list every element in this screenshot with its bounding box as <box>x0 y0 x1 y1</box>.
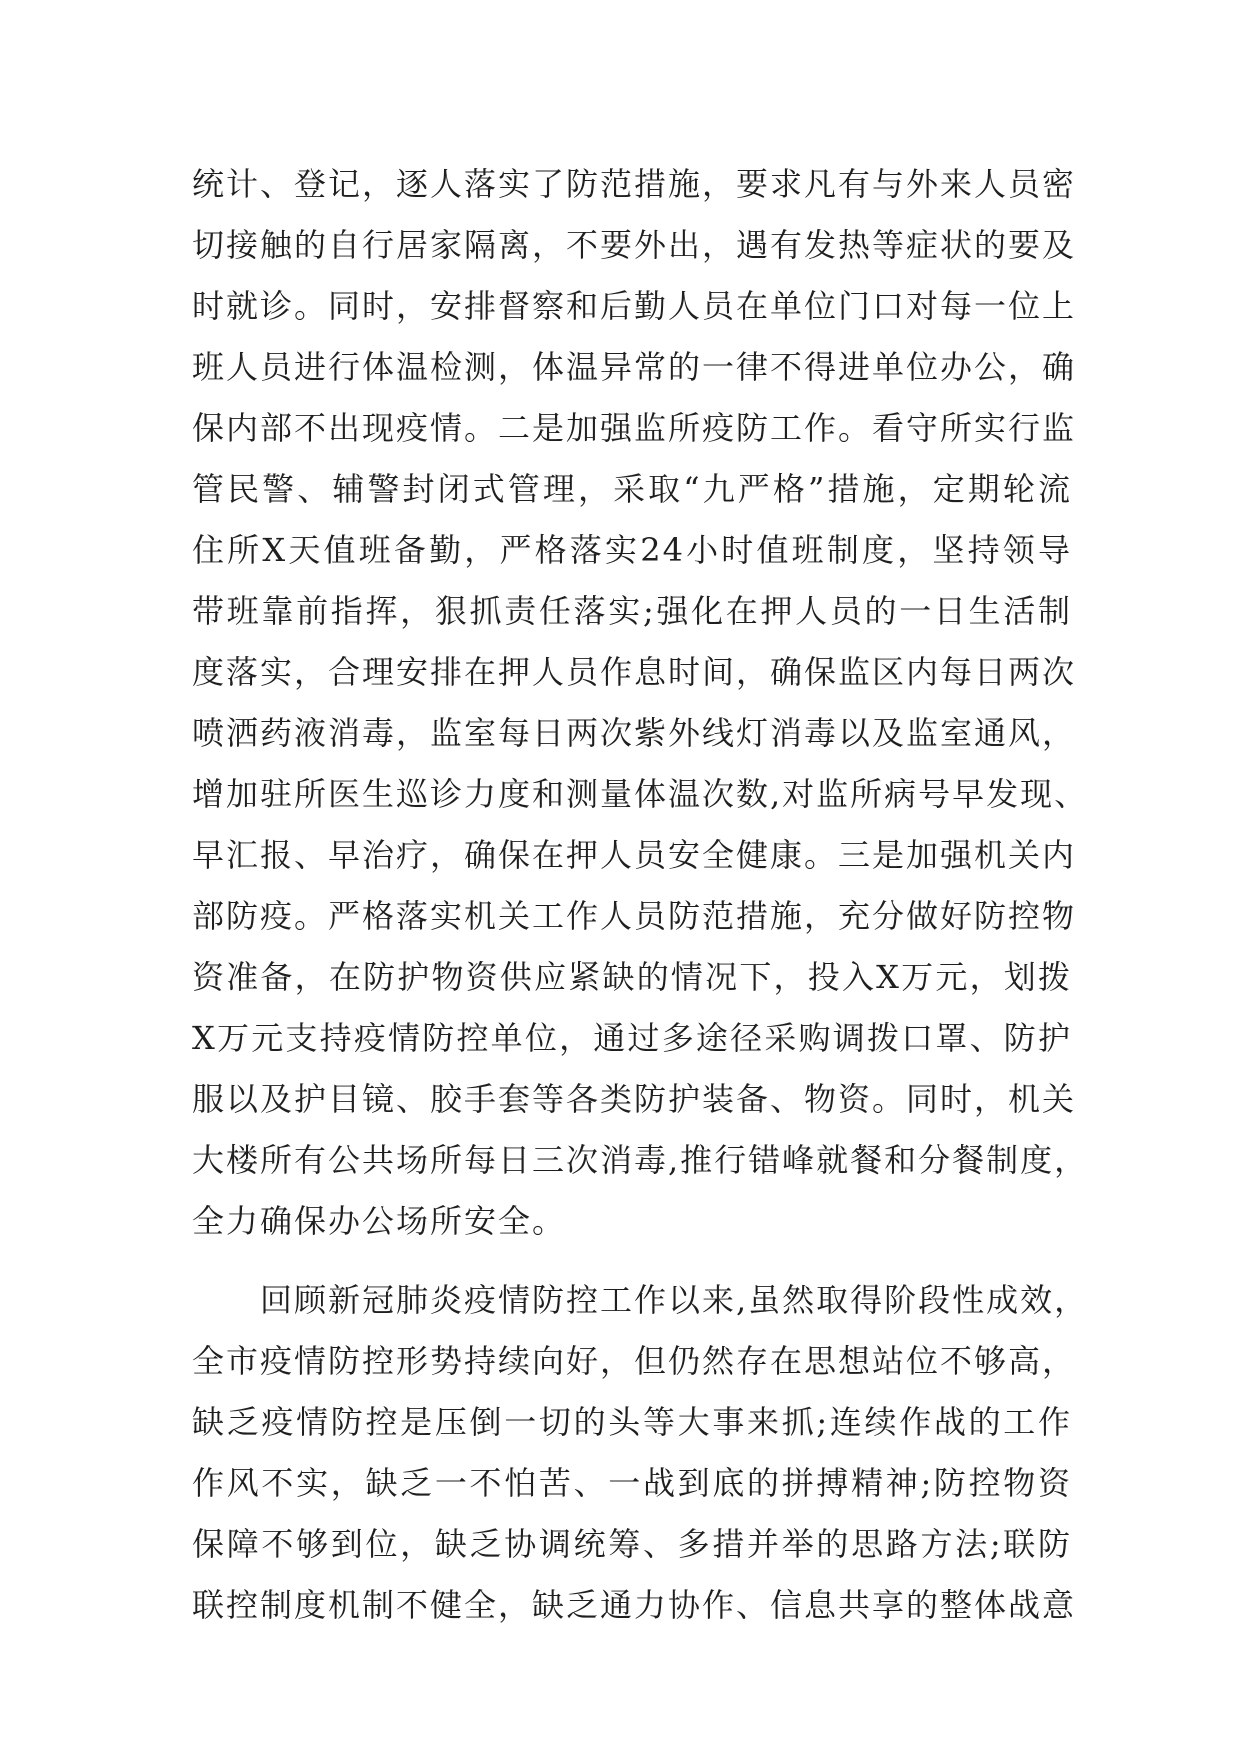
text-line: 回顾新冠肺炎疫情防控工作以来,虽然取得阶段性成效， <box>192 1281 1089 1319</box>
text-line: 大楼所有公共场所每日三次消毒,推行错峰就餐和分餐制度， <box>192 1141 1089 1179</box>
text-line: 全力确保办公场所安全。 <box>192 1202 567 1240</box>
text-line: 班人员进行体温检测，体温异常的一律不得进单位办公，确 <box>192 348 1077 386</box>
text-line: 部防疫。严格落实机关工作人员防范措施，充分做好防控物 <box>192 897 1077 935</box>
text-line: 缺乏疫情防控是压倒一切的头等大事来抓;连续作战的工作 <box>192 1403 1072 1441</box>
text-line: 管民警、辅警封闭式管理，采取“九严格”措施，定期轮流 <box>192 470 1072 508</box>
text-line: 度落实，合理安排在押人员作息时间，确保监区内每日两次 <box>192 653 1077 691</box>
text-line: 住所X天值班备勤，严格落实24小时值班制度，坚持领导 <box>192 531 1072 569</box>
text-line: 资准备，在防护物资供应紧缺的情况下，投入X万元，划拨 <box>192 958 1072 996</box>
text-line: 服以及护目镜、胶手套等各类防护装备、物资。同时，机关 <box>192 1080 1077 1118</box>
text-line: X万元支持疫情防控单位，通过多途径采购调拨口罩、防护 <box>192 1019 1072 1057</box>
paragraph-spacer <box>192 1262 1072 1280</box>
text-line: 切接触的自行居家隔离，不要外出，遇有发热等症状的要及 <box>192 226 1077 264</box>
text-line: 带班靠前指挥，狠抓责任落实;强化在押人员的一日生活制 <box>192 592 1072 630</box>
text-line: 增加驻所医生巡诊力度和测量体温次数,对监所病号早发现、 <box>192 775 1089 813</box>
document-body <box>192 164 1089 1646</box>
text-line: 保内部不出现疫情。二是加强监所疫防工作。看守所实行监 <box>192 409 1077 447</box>
text-line: 早汇报、早治疗，确保在押人员安全健康。三是加强机关内 <box>192 836 1077 874</box>
paragraph-1 <box>192 164 1089 1262</box>
paragraph-2 <box>192 1280 1089 1646</box>
text-line: 联控制度机制不健全，缺乏通力协作、信息共享的整体战意 <box>192 1586 1077 1624</box>
text-line: 统计、登记，逐人落实了防范措施，要求凡有与外来人员密 <box>192 165 1077 203</box>
text-line: 喷洒药液消毒，监室每日两次紫外线灯消毒以及监室通风， <box>192 714 1077 752</box>
text-line: 保障不够到位，缺乏协调统筹、多措并举的思路方法;联防 <box>192 1525 1072 1563</box>
text-line: 作风不实，缺乏一不怕苦、一战到底的拼搏精神;防控物资 <box>192 1464 1072 1502</box>
text-line: 时就诊。同时，安排督察和后勤人员在单位门口对每一位上 <box>192 287 1077 325</box>
text-line: 全市疫情防控形势持续向好，但仍然存在思想站位不够高， <box>192 1342 1077 1380</box>
